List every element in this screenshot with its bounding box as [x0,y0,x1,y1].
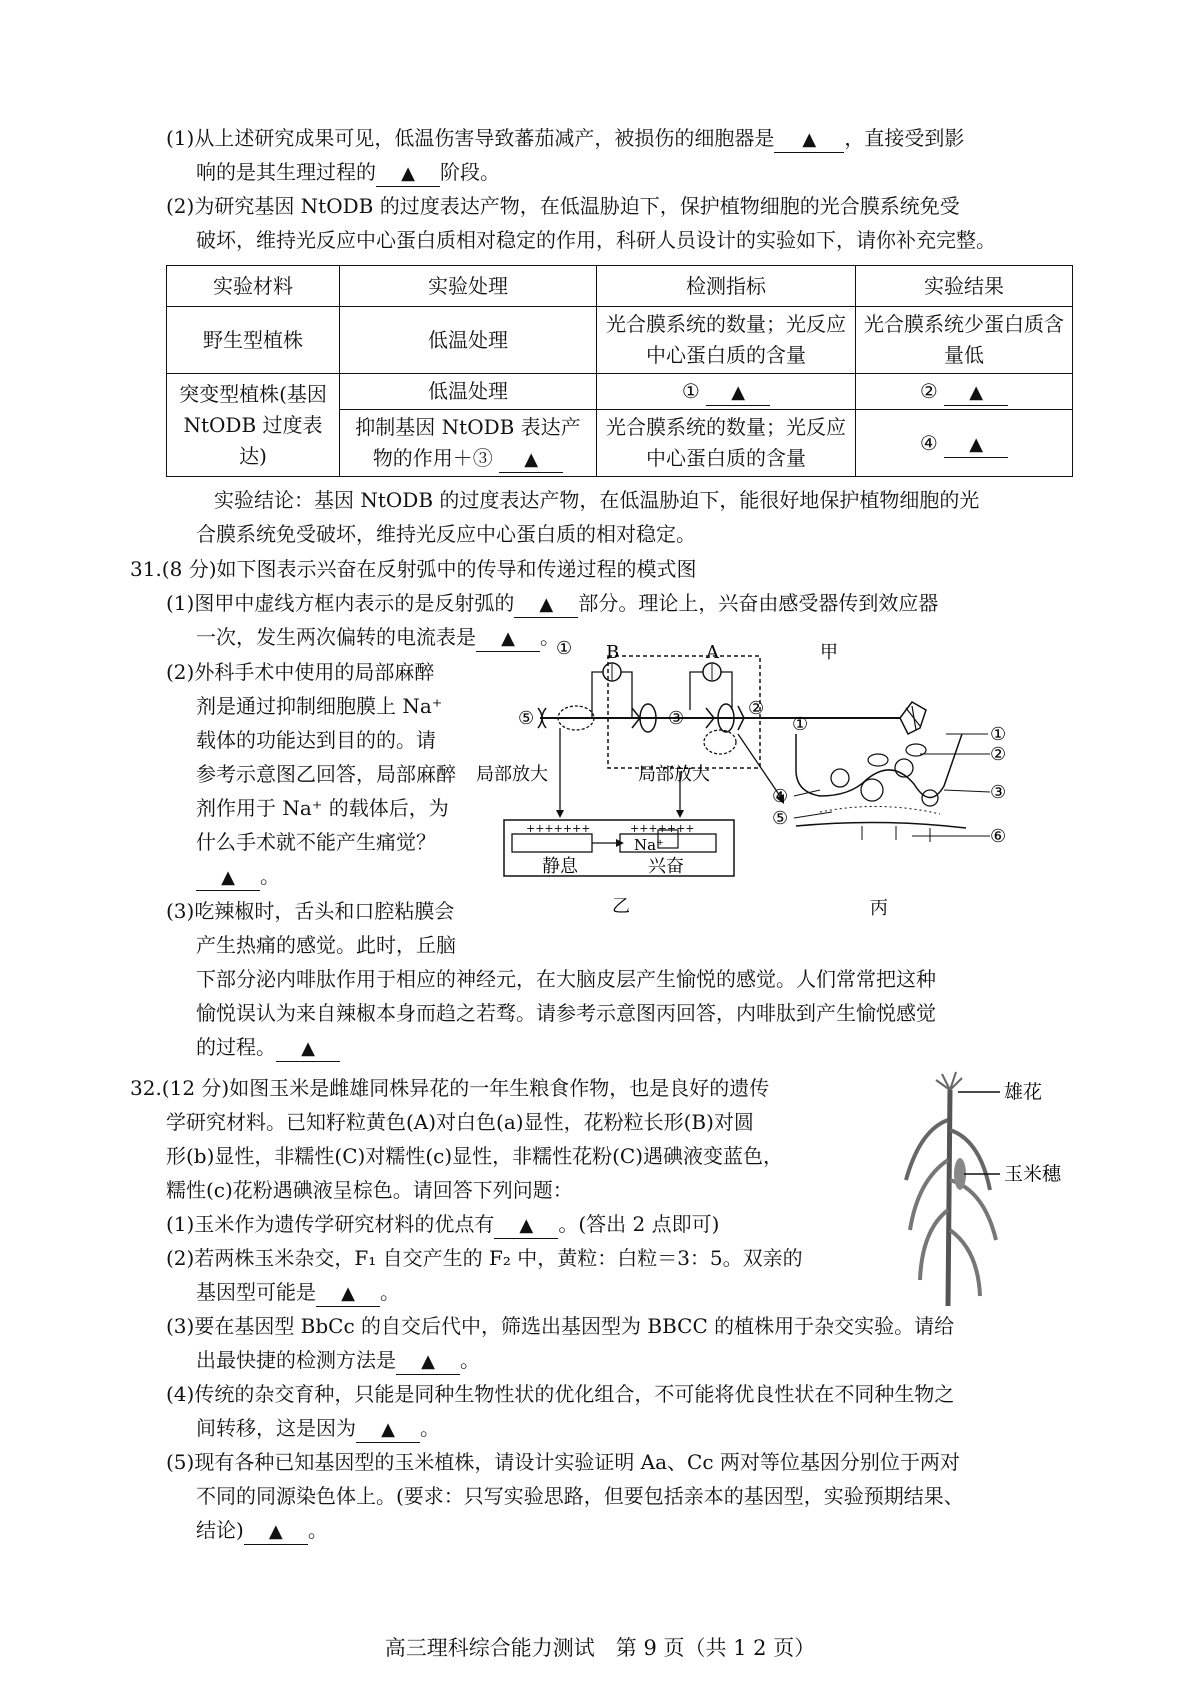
q31-part2-line: 剂作用于 Na⁺ 的载体后，为 [196,796,449,820]
triangle-icon: ▲ [221,867,235,888]
q31-part2-line: 载体的功能达到目的的。请 [196,728,436,752]
table-cell [597,374,856,410]
zoom-label-left: 局部放大 [476,764,548,785]
q31-part2-line: 剂是通过抑制细胞膜上 Na⁺ [196,694,443,718]
q32-part3-line1: (3)要在基因型 BbCc 的自交后代中，筛选出基因型为 BBCC 的植株用于杂交实验。请给 [166,1314,955,1338]
q30-part2-line2: 破坏，维持光反应中心蛋白质相对稳定的作用，科研人员设计的实验如下，请你补充完整。 [196,228,996,252]
na-label: Na⁺ [634,836,664,854]
triangle-icon: ▲ [539,594,554,615]
label-yi: 乙 [612,896,630,917]
conclusion-line1: 实验结论：基因 NtODB 的过度表达产物，在低温胁迫下，能很好地保护植物细胞的光 [214,488,980,512]
q31-part2-end [196,860,280,892]
table-header: 检测指标 [597,266,856,307]
answer-blank[interactable] [316,1280,380,1307]
text: 。 [380,1280,400,1304]
circle-number: ② [919,379,938,403]
label-2: ② [748,698,765,719]
label-1: ① [556,638,573,659]
meter-b-label: B [606,642,620,663]
answer-blank[interactable] [706,379,770,406]
rest-label: 静息 [542,856,578,877]
label-6: ⑥ [990,826,1007,847]
text: 一次，发生两次偏转的电流表是 [196,625,476,649]
q31-part3-line: 产生热痛的感觉。此时，丘脑 [196,933,456,957]
text: 出最快捷的检测方法是 [196,1348,396,1372]
answer-blank[interactable] [494,1212,558,1239]
q32-part4-line2 [196,1412,440,1444]
page-footer: 高三理科综合能力测试 第 9 页（共 1 2 页） [384,1636,816,1660]
q32-stem-line: 学研究材料。已知籽粒黄色(A)对白色(a)显性，花粉粒长形(B)对圆 [166,1110,754,1134]
table-cell: 光合膜系统少蛋白质含量低 [856,307,1073,374]
table-cell [856,374,1073,410]
triangle-icon: ▲ [381,1419,395,1440]
triangle-icon: ▲ [268,1521,283,1542]
q32-part2-line2 [196,1276,400,1308]
triangle-icon: ▲ [969,382,984,403]
label-2b: ② [990,744,1007,765]
zoom-label-right: 局部放大 [638,764,710,785]
text: 。 [460,1348,480,1372]
label-3: ③ [668,708,685,729]
answer-blank[interactable] [944,379,1008,406]
text: 的过程。 [196,1035,276,1059]
text: 。(答出 2 点即可) [558,1212,720,1236]
reflex-arc-figure [476,638,1080,950]
q30-part2-line1: (2)为研究基因 NtODB 的过度表达产物，在低温胁迫下，保护植物细胞的光合膜系统免受 [166,194,960,218]
q31-part3-line: 愉悦误认为来自辣椒本身而趋之若骛。请参考示意图丙回答，内啡肽到产生愉悦感觉 [196,1001,936,1025]
answer-blank[interactable] [944,431,1008,458]
triangle-icon: ▲ [301,1038,315,1059]
experiment-table [166,265,1073,477]
q31-part2-line: 什么手术就不能产生痛觉？ [196,830,436,854]
text: (1)从上述研究成果可见，低温伤害导致蕃茄减产，被损伤的细胞器是 [166,126,775,150]
q32-part4-line1: (4)传统的杂交育种，只能是同种生物性状的优化组合，不可能将优良性状在不同种生物之 [166,1382,955,1406]
triangle-icon: ▲ [501,628,515,649]
label-jia: 甲 [820,642,838,663]
table-cell: 光合膜系统的数量；光反应中心蛋白质的含量 [597,410,856,477]
q32-stem-line: 形(b)显性，非糯性(C)对糯性(c)显性，非糯性花粉(C)遇碘液变蓝色， [166,1144,784,1168]
answer-blank[interactable] [499,446,563,473]
ear-label: 玉米穗 [1004,1163,1062,1185]
table-cell: 低温处理 [340,374,597,410]
text: 基因型可能是 [196,1280,316,1304]
text: 。 [420,1416,440,1440]
q31-stem: 31.(8 分)如下图表示兴奋在反射弧中的传导和传递过程的模式图 [130,557,697,581]
triangle-icon: ▲ [969,433,984,455]
triangle-icon: ▲ [802,129,817,150]
triangle-icon: ▲ [341,1283,355,1304]
excite-label: 兴奋 [648,856,684,877]
text: 间转移，这是因为 [196,1416,356,1440]
q31-part2-line: 参考示意图乙回答，局部麻醉 [196,762,456,786]
triangle-icon: ▲ [524,449,539,470]
label-4: ④ [772,786,789,807]
table-cell [856,410,1073,477]
mitochondrion-icon [868,754,888,766]
triangle-icon: ▲ [401,163,415,184]
triangle-icon: ▲ [519,1215,534,1236]
label-bing: 丙 [870,898,888,919]
conclusion-line2: 合膜系统免受破坏，维持光反应中心蛋白质的相对稳定。 [196,522,696,546]
q32-part1 [166,1208,719,1240]
label-3b: ③ [990,782,1007,803]
text: 。 [307,1518,328,1542]
answer-blank[interactable] [356,1416,420,1443]
table-header: 实验结果 [856,266,1073,307]
meter-a-label: A [706,642,719,663]
q32-part3-line2 [196,1344,480,1376]
answer-blank[interactable] [196,864,260,891]
text: ，直接受到影 [844,126,965,150]
answer-blank[interactable] [774,126,844,153]
table-cell: 低温处理 [340,307,597,374]
answer-blank[interactable] [514,591,578,618]
text: 阶段。 [440,160,500,184]
table-cell [340,410,597,477]
vesicle-icon [861,779,883,801]
effector-shape [900,702,926,734]
q32-part5-line2: 不同的同源染色体上。(要求：只写实验思路，但要包括亲本的基因型，实验预期结果、 [196,1484,964,1508]
circle-number: ① [681,379,700,403]
q32-part5-line3 [196,1514,328,1546]
charge-plus: +++++++ [526,822,591,835]
table-cell: 野生型植株 [167,307,340,374]
q32-stem-line: 32.(12 分)如图玉米是雌雄同株异花的一年生粮食作物，也是良好的遗传 [130,1076,770,1100]
text: 。 [260,864,280,888]
triangle-icon: ▲ [421,1351,435,1372]
q32-part2-line1: (2)若两株玉米杂交，F₁ 自交产生的 F₂ 中，黄粒：白粒＝3：5。双亲的 [166,1246,803,1270]
charge-plus: +++++++ [630,822,695,835]
q31-part3-line: (3)吃辣椒时，舌头和口腔粘膜会 [166,899,455,923]
text: (1)图甲中虚线方框内表示的是反射弧的 [166,591,515,615]
table-cell: 光合膜系统的数量；光反应中心蛋白质的含量 [597,307,856,374]
text: 抑制基因 NtODB 表达产物的作用＋③ [355,415,581,470]
table-cell: 突变型植株(基因NtODB 过度表达) [167,374,340,477]
answer-blank[interactable] [376,160,440,187]
q31-part3-line [196,1031,340,1063]
q31-part1-line1 [166,587,938,619]
table-header: 实验材料 [167,266,340,307]
answer-blank[interactable] [476,625,540,652]
text: 响的是其生理过程的 [196,160,376,184]
q32-stem-line: 糯性(c)花粉遇碘液呈棕色。请回答下列问题： [166,1178,573,1202]
triangle-icon: ▲ [731,382,746,403]
corn-stalk [948,1090,950,1306]
answer-blank[interactable] [244,1518,308,1545]
q31-part1-line2 [196,621,560,653]
answer-blank[interactable] [276,1035,340,1062]
text: 部分。理论上，兴奋由感受器传到效应器 [578,591,939,615]
table-header: 实验处理 [340,266,597,307]
text: 。 [540,625,560,649]
q30-part1-line1 [166,122,964,154]
postsynaptic-membrane [796,822,966,828]
q31-part3-line: 下部分泌内啡肽作用于相应的神经元，在大脑皮层产生愉悦的感觉。人们常常把这种 [196,967,936,991]
q30-part1-line2 [196,156,500,188]
label-5b: ⑤ [772,808,789,829]
label-1c: ① [990,724,1007,745]
answer-blank[interactable] [396,1348,460,1375]
corn-plant-illustration [900,1070,1100,1310]
text: 结论) [196,1518,244,1542]
label-5: ⑤ [518,708,535,729]
text: (1)玉米作为遗传学研究材料的优点有 [166,1212,495,1236]
label-1b: ① [792,714,809,735]
circle-number: ④ [919,430,938,455]
vesicle-icon [831,769,849,787]
tassel-label: 雄花 [1004,1081,1043,1103]
q32-part5-line1: (5)现有各种已知基因型的玉米植株，请设计实验证明 Aa、Cc 两对等位基因分别位于两对 [166,1450,960,1474]
tassel-icon [936,1072,962,1090]
q31-part2-line: (2)外科手术中使用的局部麻醉 [166,660,435,684]
